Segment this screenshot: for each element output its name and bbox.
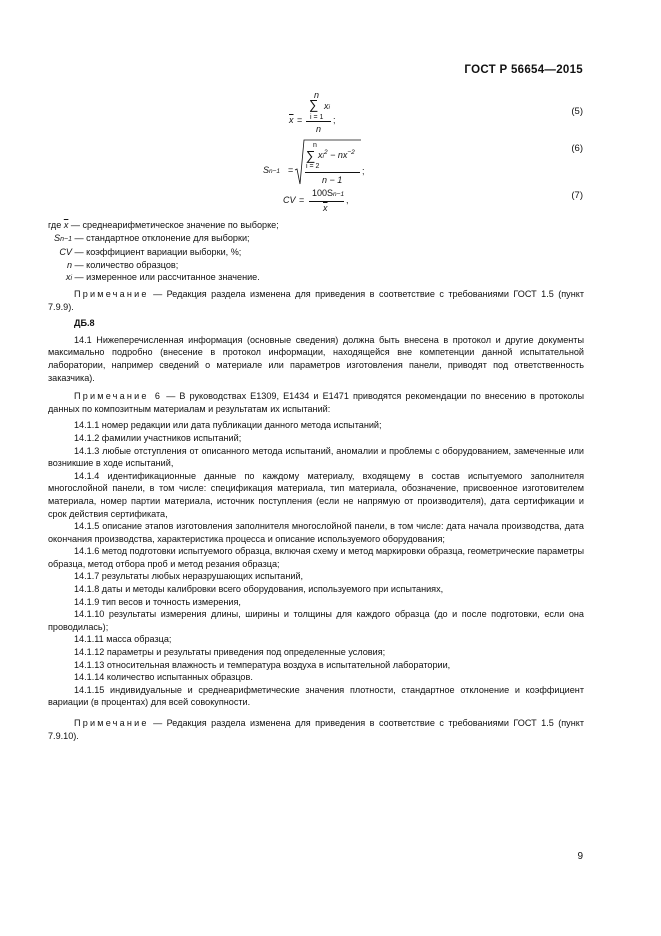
- eq5-fraction-bar: [306, 121, 331, 122]
- definition-row: [48, 246, 279, 259]
- note-6-label: Примечание 6: [74, 391, 163, 402]
- list-item: 14.1.3 любые отступления от описанного метода испытаний, аномалии и проблемы с оборудованием, замеченные или возникшие в ходе испытаний,: [48, 445, 584, 469]
- list-item: 14.1.10 результаты измерения длины, ширины и толщины для каждого образца (до и после подготовки, если она проводилась);: [48, 609, 584, 632]
- definition-row: [48, 271, 279, 286]
- definition-row: [48, 232, 279, 247]
- eq7-equals: =: [299, 195, 305, 205]
- note-1-text: — Редакция раздела изменена для приведения в соответствие с требованиями ГОСТ 1.5 (пункт 7.9.9).: [48, 289, 584, 312]
- paragraph-14-1: 14.1 Нижеперечисленная информация (основные сведения) должна быть внесена в протокол и другие документы максимально подробно (внесение в протокол информации, находящейся вне компетенции данной испытательной лаборатории, например сведений о материале или параметров изготовления панели, приводят под ответственность заказчика).: [48, 334, 584, 383]
- eq6-sum-top: n: [313, 142, 317, 149]
- note-1-label: Примечание: [74, 289, 149, 299]
- definition-symbol: xi: [65, 272, 72, 283]
- definition-text: — стандартное отклонение для выборки;: [74, 232, 250, 243]
- definition-row: [48, 219, 279, 232]
- list-item: 14.1.11 масса образца;: [74, 634, 172, 645]
- note-2-label: Примечание: [74, 718, 149, 728]
- document-header: ГОСТ Р 56654—2015: [464, 64, 583, 76]
- eq5-sum-var: xi: [324, 101, 330, 111]
- body-text: [48, 288, 584, 742]
- definition-text: — измеренное или рассчитанное значение.: [74, 272, 260, 283]
- list-item: 14.1.15 индивидуальные и среднеарифметические значения плотности, стандартное отклонение и коэффициент вариации (в процентах) для всей совокупности.: [48, 684, 584, 708]
- list-item: 14.1.6 метод подготовки испытуемого образца, включая схему и метод маркировки образца, геометрические параметры образца, метод отбора проб и метод резания образца;: [48, 546, 584, 569]
- list-item: 14.1.7 результаты любых неразрушающих испытаний,: [74, 571, 304, 582]
- eq6-end: ;: [362, 166, 365, 176]
- eq6-denominator: n − 1: [322, 175, 343, 185]
- eq7-end: ,: [346, 195, 349, 205]
- eq5-sum-bottom: i = 1: [310, 114, 324, 121]
- eq6-sigma: ∑: [306, 148, 316, 163]
- eq7-numerator: 100Sn−1: [312, 188, 345, 198]
- definition-symbol: n: [66, 259, 72, 270]
- note-1: [48, 288, 584, 313]
- eq5-end: ;: [333, 115, 336, 125]
- list-item: 14.1.14 количество испытанных образцов.: [74, 672, 253, 683]
- list-item: 14.1.5 описание этапов изготовления заполнителя многослойной панели, в том числе: дата начала производства, дата окончания производства, характеристика процесса и описание используемого оборудования;: [48, 521, 584, 544]
- definition-text: — среднеарифметическое значение по выборке;: [70, 220, 279, 230]
- eq6-equals: =: [288, 165, 294, 175]
- list-item: 14.1.8 даты и методы калибровки всего оборудования, используемого при испытаниях,: [74, 584, 444, 595]
- list-item: 14.1.1 номер редакции или дата публикации данного метода испытаний;: [74, 420, 382, 431]
- definition-symbol: $\overline{x}$: [63, 220, 69, 230]
- eq6-number: (6): [571, 143, 583, 154]
- eq7-fraction-bar: [309, 201, 344, 202]
- page-number: 9: [577, 851, 583, 862]
- note-2-text: — Редакция раздела изменена для приведения в соответствие с требованиями ГОСТ 1.5 (пункт 7.9.10).: [48, 718, 584, 741]
- definition-symbol: Sn−1: [54, 232, 72, 243]
- list-item: 14.1.13 относительная влажность и температура воздуха в испытательной лаборатории,: [74, 659, 451, 670]
- eq5-number: (5): [571, 106, 583, 117]
- definition-symbol: CV: [59, 247, 72, 258]
- eq7-number: (7): [571, 190, 583, 201]
- eq7-denominator: $\overline{x}$: [323, 203, 328, 213]
- list-item: 14.1.12 параметры и результаты приведения под определенные условия;: [74, 647, 386, 658]
- definition-where: где: [48, 220, 62, 230]
- definition-text: — коэффициент вариации выборки, %;: [74, 247, 242, 258]
- eq6-sum-bottom: i = 2: [306, 163, 320, 170]
- definitions-list: [48, 219, 279, 286]
- eq6-lhs: Sn−1: [263, 165, 281, 175]
- eq6-fraction-bar: [305, 172, 360, 173]
- list-item: 14.1.2 фамилии участников испытаний;: [74, 432, 242, 443]
- eq5-sigma: ∑: [309, 97, 319, 112]
- list-item: 14.1.4 идентификационные данные по каждому материалу, входящему в состав испытуемого заполнителя многослойной панели, в том числе: спецификация материала, тип материала, обозначение, присвоенное изготовителем материала, номер партии материала, источник поступления (если не напрямую от производителя), дата сертификации и срок действия сертификата,: [48, 470, 584, 519]
- definition-row: [48, 259, 279, 272]
- note-6-text: — В руководствах E1309, E1434 и E1471 приводятся рекомендации по внесению в протоколы данных по композитным материалам и результатам их испытаний:: [48, 391, 585, 414]
- eq6-sum-var: $xi^2 - nx^{-2}$: [318, 149, 355, 160]
- eq5-denominator: n: [316, 124, 322, 134]
- eq5-equals: =: [297, 115, 303, 125]
- note-2: [48, 717, 584, 742]
- eq5-sum-top: n: [314, 90, 320, 100]
- definition-text: — количество образцов;: [74, 259, 179, 270]
- section-heading: ДБ.8: [74, 318, 95, 329]
- eq5-lhs: $\overline{x}$: [289, 115, 294, 125]
- eq7-lhs: CV: [283, 195, 296, 205]
- list-item: 14.1.9 тип весов и точность измерения,: [74, 596, 241, 607]
- note-6: [48, 390, 584, 415]
